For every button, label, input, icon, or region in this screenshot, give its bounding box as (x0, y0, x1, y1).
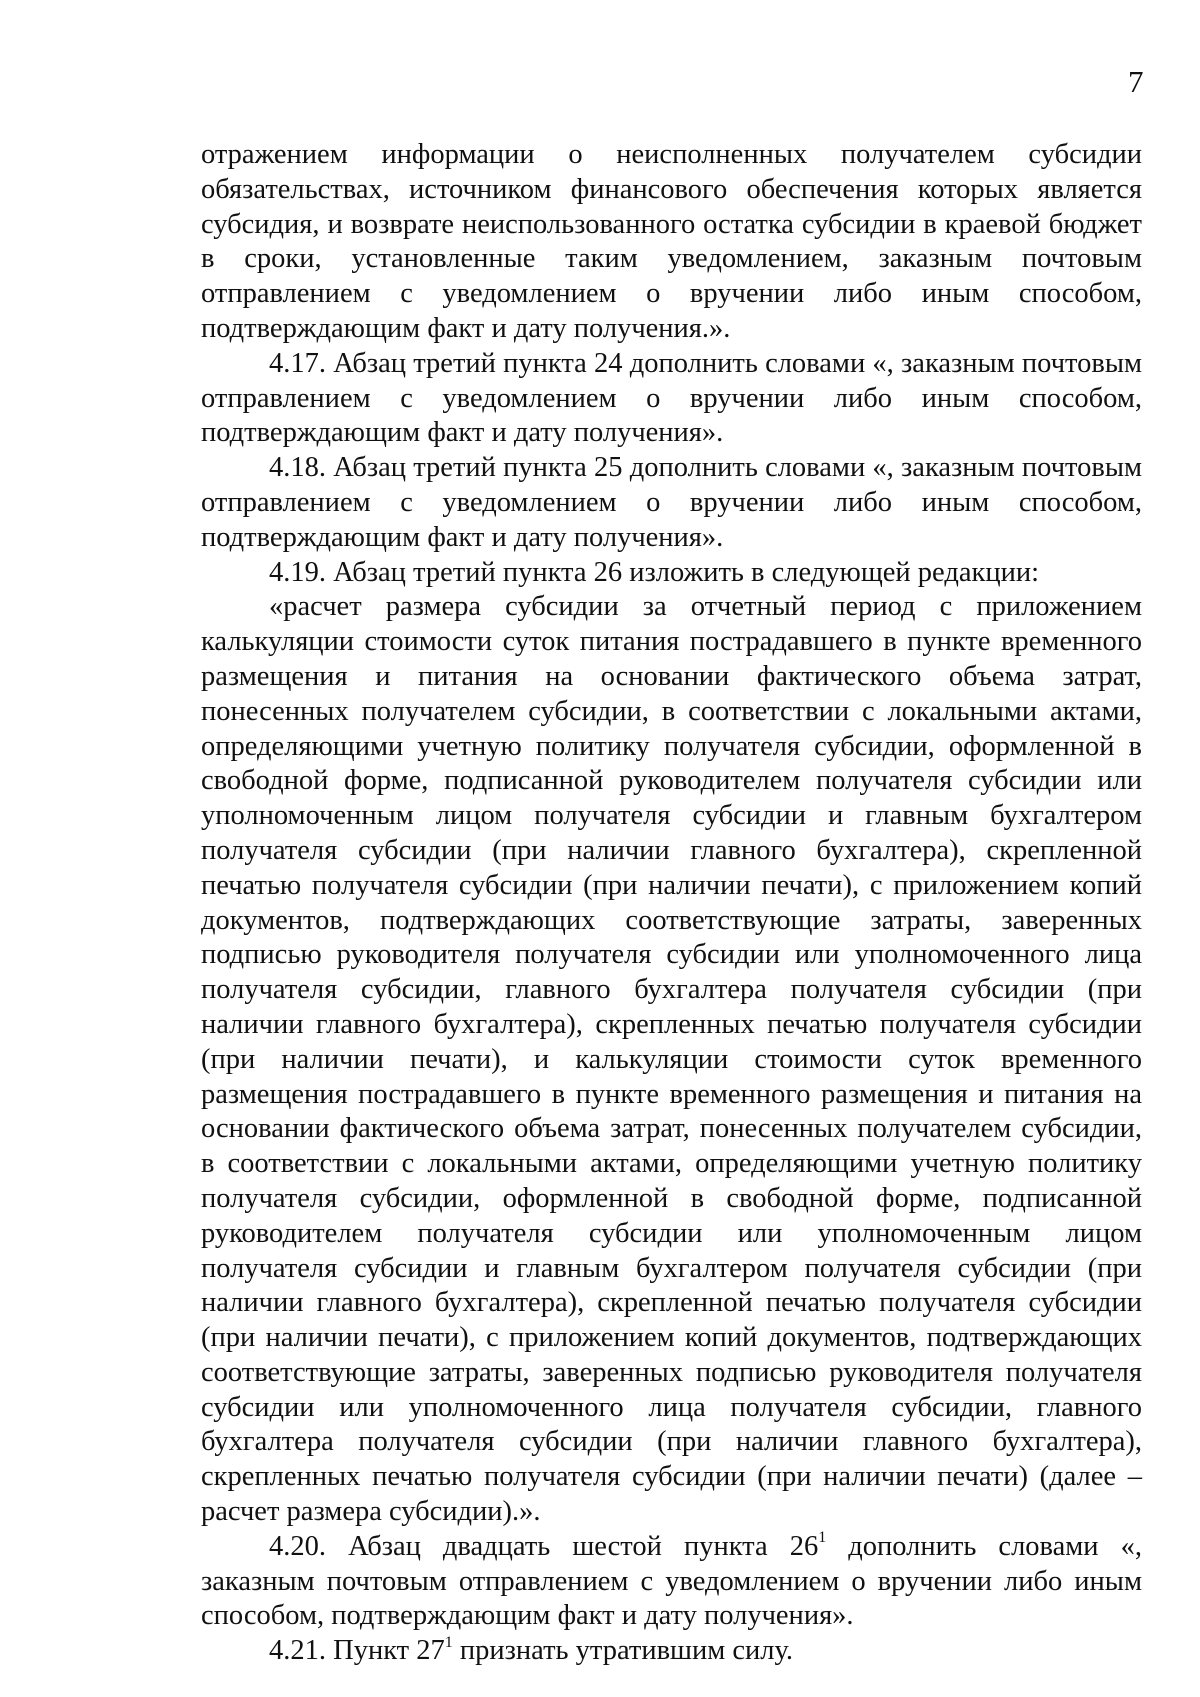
paragraph-4-21-end: признать утратившим силу. (452, 1635, 794, 1667)
paragraph-4-20-start: 4.20. Абзац двадцать шестой пункта 26 (269, 1530, 819, 1562)
paragraph-4-21 (201, 1634, 1142, 1669)
superscript: 1 (444, 1633, 453, 1651)
document-body (201, 138, 1142, 1669)
paragraph-4-17: 4.17. Абзац третий пункта 24 дополнить словами «, заказным почтовым отправлением с уведомлением о вручении либо иным способом, подтверждающим факт и дату получения». (201, 347, 1142, 449)
paragraph-4-20 (201, 1530, 1142, 1634)
paragraph-4-21-start: 4.21. Пункт 27 (269, 1635, 445, 1667)
paragraph-quoted-text: «расчет размера субсидии за отчетный период с приложением калькуляции стоимости суток питания пострадавшего в пункте временного размещения и питания на основании фактического объема затрат, понесенных получателем субсидии, в соответствии с локальными актами, определяющими учетную политику получателя субсидии, оформленной в свободной форме, подписанной руководителем получателя субсидии или уполномоченным лицом получателя субсидии и главным бухгалтером получателя субсидии (при наличии главного бухгалтера), скрепленной печатью получателя субсидии (при наличии печати), с приложением копий документов, подтверждающих соответствующие затраты, заверенных подписью руководителя получателя субсидии или уполномоченного лица получателя субсидии, главного бухгалтера получателя субсидии (при наличии главного бухгалтера), скрепленных печатью получателя субсидии (при наличии печати), и калькуляции стоимости суток временного размещения пострадавшего в пункте временного размещения и питания на основании фактического объема затрат, понесенных получателем субсидии, в соответствии с локальными актами, определяющими учетную политику получателя субсидии, оформленной в свободной форме, подписанной руководителем получателя субсидии или уполномоченным лицом получателя субсидии и главным бухгалтером получателя субсидии (при наличии главного бухгалтера), скрепленной печатью получателя субсидии (при наличии печати), с приложением копий документов, подтверждающих соответствующие затраты, заверенных подписью руководителя получателя субсидии или уполномоченного лица получателя субсидии, главного бухгалтера получателя субсидии (при наличии главного бухгалтера), скрепленных печатью получателя субсидии (при наличии печати) (далее – расчет размера субсидии).». (201, 591, 1142, 1528)
paragraph-continuation: отражением информации о неисполненных получателем субсидии обязательствах, источником финансового обеспечения которых является субсидия, и возврате неиспользованного остатка субсидии в краевой бюджет в сроки, установленные таким уведомлением, заказным почтовым отправлением с уведомлением о вручении либо иным способом, подтверждающим факт и дату получения.». (201, 139, 1142, 344)
paragraph-4-19: 4.19. Абзац третий пункта 26 изложить в следующей редакции: (269, 556, 1039, 588)
paragraph-4-20-end: дополнить словами «, заказным почтовым отправлением с уведомлением о вручении либо иным способом, подтверждающим факт и дату получения». (201, 1530, 1142, 1632)
page-number: 7 (1128, 64, 1144, 99)
superscript: 1 (818, 1529, 827, 1547)
paragraph-4-18: 4.18. Абзац третий пункта 25 дополнить словами «, заказным почтовым отправлением с уведомлением о вручении либо иным способом, подтверждающим факт и дату получения». (201, 452, 1142, 553)
